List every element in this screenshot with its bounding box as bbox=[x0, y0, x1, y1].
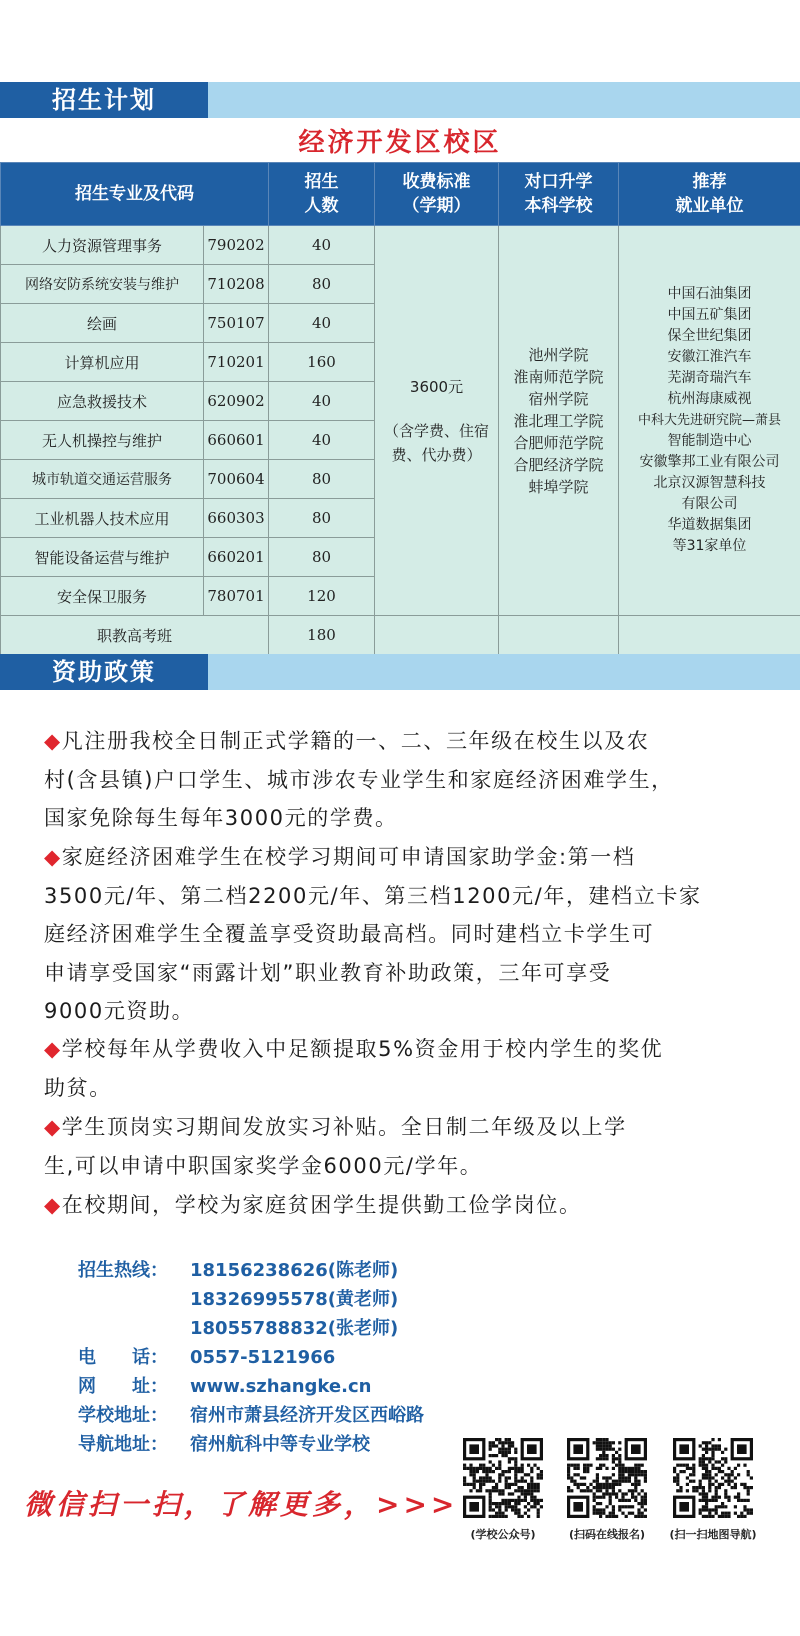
employer-cell bbox=[619, 226, 800, 616]
major-code: 750107 bbox=[204, 304, 269, 343]
employer-item: 安徽江淮汽车 bbox=[667, 349, 752, 365]
diamond-bullet-icon: ◆ bbox=[44, 729, 62, 753]
major-name: 智能设备运营与维护 bbox=[1, 538, 204, 577]
diamond-bullet-icon: ◆ bbox=[44, 845, 62, 869]
major-count: 160 bbox=[269, 343, 375, 382]
policy-paragraph-1: ◆凡注册我校全日制正式学籍的一、二、三年级在校生以及农 村(含县镇)户口学生、城市涉农专业学生和家庭经济困难学生， 国家免除每生每年3000元的学费。 bbox=[44, 729, 674, 830]
major-code: 790202 bbox=[204, 226, 269, 265]
major-name: 网络安防系统安装与维护 bbox=[1, 265, 204, 304]
university-item: 淮南师范学院 bbox=[513, 367, 604, 386]
table-row bbox=[1, 226, 800, 265]
header-major: 招生专业及代码 bbox=[1, 163, 269, 226]
major-count: 80 bbox=[269, 538, 375, 577]
enrollment-plan-table bbox=[0, 162, 800, 655]
qr-caption: (扫码在线报名) bbox=[568, 1528, 646, 1541]
section-band-plan bbox=[0, 82, 800, 118]
university-item: 蚌埠学院 bbox=[528, 477, 589, 496]
major-code: 710208 bbox=[204, 265, 269, 304]
major-count: 40 bbox=[269, 304, 375, 343]
hotline-label: 招生热线： bbox=[78, 1260, 168, 1281]
section-band-policy bbox=[0, 654, 800, 690]
section-title-plan: 招生计划 bbox=[0, 82, 208, 118]
major-count: 40 bbox=[269, 421, 375, 460]
hotline-number: 18055788832(张老师) bbox=[190, 1318, 399, 1339]
nav-address: 宿州航科中等专业学校 bbox=[190, 1434, 370, 1455]
phone-number: 0557-5121966 bbox=[190, 1347, 336, 1368]
diamond-bullet-icon: ◆ bbox=[44, 1193, 62, 1217]
website-label: 网 址： bbox=[78, 1376, 168, 1397]
major-count: 40 bbox=[269, 382, 375, 421]
university-item: 合肥经济学院 bbox=[513, 455, 604, 474]
employer-item: 芜湖奇瑞汽车 bbox=[667, 370, 752, 386]
major-count: 80 bbox=[269, 265, 375, 304]
university-item: 池州学院 bbox=[528, 345, 589, 364]
university-item: 合肥师范学院 bbox=[513, 433, 604, 452]
policy-paragraph-5: ◆在校期间，学校为家庭贫困学生提供勤工俭学岗位。 bbox=[44, 1193, 582, 1217]
employer-item: 中科大先进研究院—萧县 bbox=[637, 413, 781, 428]
university-item: 淮北理工学院 bbox=[513, 411, 604, 430]
employer-item: 有限公司 bbox=[681, 496, 738, 512]
employer-item: 等31家单位 bbox=[672, 538, 747, 554]
major-name: 城市轨道交通运营服务 bbox=[1, 460, 204, 499]
employer-item: 杭州海康威视 bbox=[667, 391, 752, 407]
policy-paragraph-3: ◆学校每年从学费收入中足额提取5%资金用于校内学生的奖优 助贫。 bbox=[44, 1037, 664, 1100]
major-count: 80 bbox=[269, 499, 375, 538]
major-name: 绘画 bbox=[1, 304, 204, 343]
diamond-bullet-icon: ◆ bbox=[44, 1037, 62, 1061]
employer-item: 中国五矿集团 bbox=[667, 307, 752, 323]
diamond-bullet-icon: ◆ bbox=[44, 1115, 62, 1139]
employer-item: 中国石油集团 bbox=[667, 286, 752, 302]
major-count: 180 bbox=[269, 616, 375, 655]
major-code: 780701 bbox=[204, 577, 269, 616]
header-count: 招生 人数 bbox=[269, 163, 375, 226]
section-title-policy: 资助政策 bbox=[0, 654, 208, 690]
qr-caption: (扫一扫地图导航) bbox=[669, 1528, 757, 1541]
qr-caption: (学校公众号) bbox=[470, 1528, 536, 1541]
phone-label: 电 话： bbox=[78, 1347, 168, 1368]
website-url: www.szhangke.cn bbox=[190, 1376, 372, 1397]
major-code: 710201 bbox=[204, 343, 269, 382]
qr-code-icon[interactable] bbox=[673, 1438, 753, 1518]
qr-code-icon[interactable] bbox=[463, 1438, 543, 1518]
fee-amount: 3600元 bbox=[409, 377, 464, 396]
university-item: 宿州学院 bbox=[528, 389, 589, 408]
fee-cell bbox=[375, 226, 499, 616]
contact-block bbox=[78, 1256, 424, 1459]
major-count: 80 bbox=[269, 460, 375, 499]
header-university: 对口升学 本科学校 bbox=[499, 163, 619, 226]
empty-cell bbox=[619, 616, 800, 655]
fee-note-1: （含学费、住宿 bbox=[383, 421, 489, 440]
table-row-exam-class bbox=[1, 616, 800, 655]
major-name: 人力资源管理事务 bbox=[1, 226, 204, 265]
table-header-row bbox=[1, 163, 800, 226]
major-code: 700604 bbox=[204, 460, 269, 499]
major-count: 120 bbox=[269, 577, 375, 616]
hotline-number: 18326995578(黄老师) bbox=[190, 1289, 399, 1310]
major-count: 40 bbox=[269, 226, 375, 265]
empty-cell bbox=[499, 616, 619, 655]
employer-item: 安徽擎邦工业有限公司 bbox=[639, 454, 780, 470]
employer-item: 保全世纪集团 bbox=[667, 328, 752, 344]
major-code: 660303 bbox=[204, 499, 269, 538]
major-name: 工业机器人技术应用 bbox=[1, 499, 204, 538]
qr-code-icon[interactable] bbox=[567, 1438, 647, 1518]
major-code: 660601 bbox=[204, 421, 269, 460]
fee-note-2: 费、代办费） bbox=[391, 445, 482, 464]
school-address: 宿州市萧县经济开发区西峪路 bbox=[190, 1405, 424, 1426]
major-name: 无人机操控与维护 bbox=[1, 421, 204, 460]
major-code: 620902 bbox=[204, 382, 269, 421]
major-name: 安全保卫服务 bbox=[1, 577, 204, 616]
employer-item: 北京汉源智慧科技 bbox=[653, 475, 766, 491]
wechat-scan-slogan: 微信扫一扫，了解更多，>>> bbox=[24, 1488, 459, 1521]
header-employer: 推荐 就业单位 bbox=[619, 163, 800, 226]
policy-paragraph-4: ◆学生顶岗实习期间发放实习补贴。全日制二年级及以上学 生,可以申请中职国家奖学金6000元/学年。 bbox=[44, 1115, 627, 1178]
employer-item: 智能制造中心 bbox=[667, 433, 752, 449]
campus-title: 经济开发区校区 bbox=[298, 128, 502, 158]
employer-item: 华道数据集团 bbox=[667, 517, 752, 533]
address-label: 学校地址： bbox=[78, 1405, 168, 1426]
policy-paragraph-2: ◆家庭经济困难学生在校学习期间可申请国家助学金:第一档 3500元/年、第二档2200元/年、第三档1200元/年，建档立卡家 庭经济困难学生全覆盖享受资助最高档。同时建档立卡学生可 申请享受国家“雨露计划”职业教育补助政策，三年可享受 9000元资助。 bbox=[44, 845, 702, 1023]
major-name: 职教高考班 bbox=[1, 616, 269, 655]
empty-cell bbox=[375, 616, 499, 655]
university-cell bbox=[499, 226, 619, 616]
nav-label: 导航地址： bbox=[78, 1434, 168, 1455]
header-fee: 收费标准 （学期） bbox=[375, 163, 499, 226]
hotline-number: 18156238626(陈老师) bbox=[190, 1260, 399, 1281]
major-code: 660201 bbox=[204, 538, 269, 577]
major-name: 计算机应用 bbox=[1, 343, 204, 382]
major-name: 应急救援技术 bbox=[1, 382, 204, 421]
